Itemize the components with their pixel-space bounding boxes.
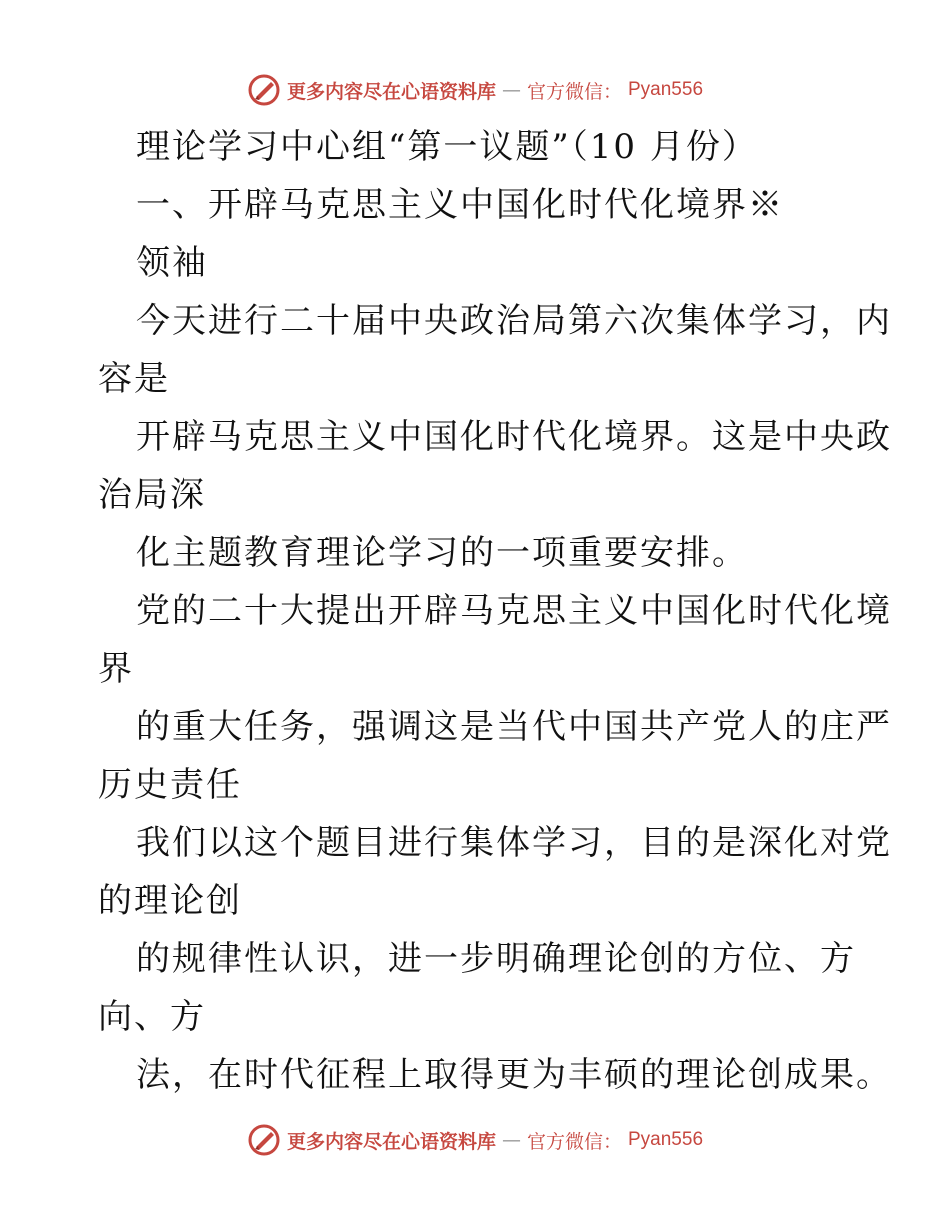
text-line: 的规律性认识，进一步明确理论创的方位、方: [136, 939, 856, 979]
watermark-footer: [0, 1120, 950, 1160]
watermark-separator: —: [501, 79, 521, 101]
text-line: 的理论创: [98, 881, 242, 921]
text-line: 开辟马克思主义中国化时代化境界。这是中央政: [136, 417, 892, 457]
text-line: 化主题教育理论学习的一项重要安排。: [136, 533, 748, 573]
text-line: 容是: [98, 359, 170, 399]
watermark-side-text: 官方微信：: [526, 1130, 622, 1153]
text-line: 我们以这个题目进行集体学习，目的是深化对党: [136, 823, 892, 863]
text-line: 党的二十大提出开辟马克思主义中国化时代化境: [136, 591, 892, 631]
watermark-header: [0, 70, 950, 110]
text-line: 向、方: [98, 997, 206, 1037]
text-line: 的重大任务，强调这是当代中国共产党人的庄严: [136, 707, 892, 747]
text-line: 领袖: [136, 243, 208, 283]
text-line: 今天进行二十届中央政治局第六次集体学习，内: [136, 301, 892, 341]
watermark-id: Pyan556: [628, 79, 704, 100]
text-line: 法，在时代征程上取得更为丰硕的理论创成果。: [136, 1055, 892, 1095]
text-line: 历史责任: [98, 765, 242, 805]
watermark-side-text: 官方微信：: [526, 80, 622, 103]
logo-icon: [247, 73, 281, 107]
watermark-separator: —: [501, 1129, 521, 1151]
text-line: 界: [98, 649, 134, 689]
watermark-main-text: 更多内容尽在心语资料库: [286, 1130, 496, 1153]
logo-icon: [247, 1123, 281, 1157]
document-body: [98, 118, 892, 1104]
document-title: 理论学习中心组“第一议题”（10 月份）: [136, 127, 758, 167]
text-line: 治局深: [98, 475, 206, 515]
section-heading: 一、开辟马克思主义中国化时代化境界※: [136, 185, 784, 225]
watermark-main-text: 更多内容尽在心语资料库: [286, 80, 496, 103]
watermark-id: Pyan556: [628, 1129, 704, 1150]
